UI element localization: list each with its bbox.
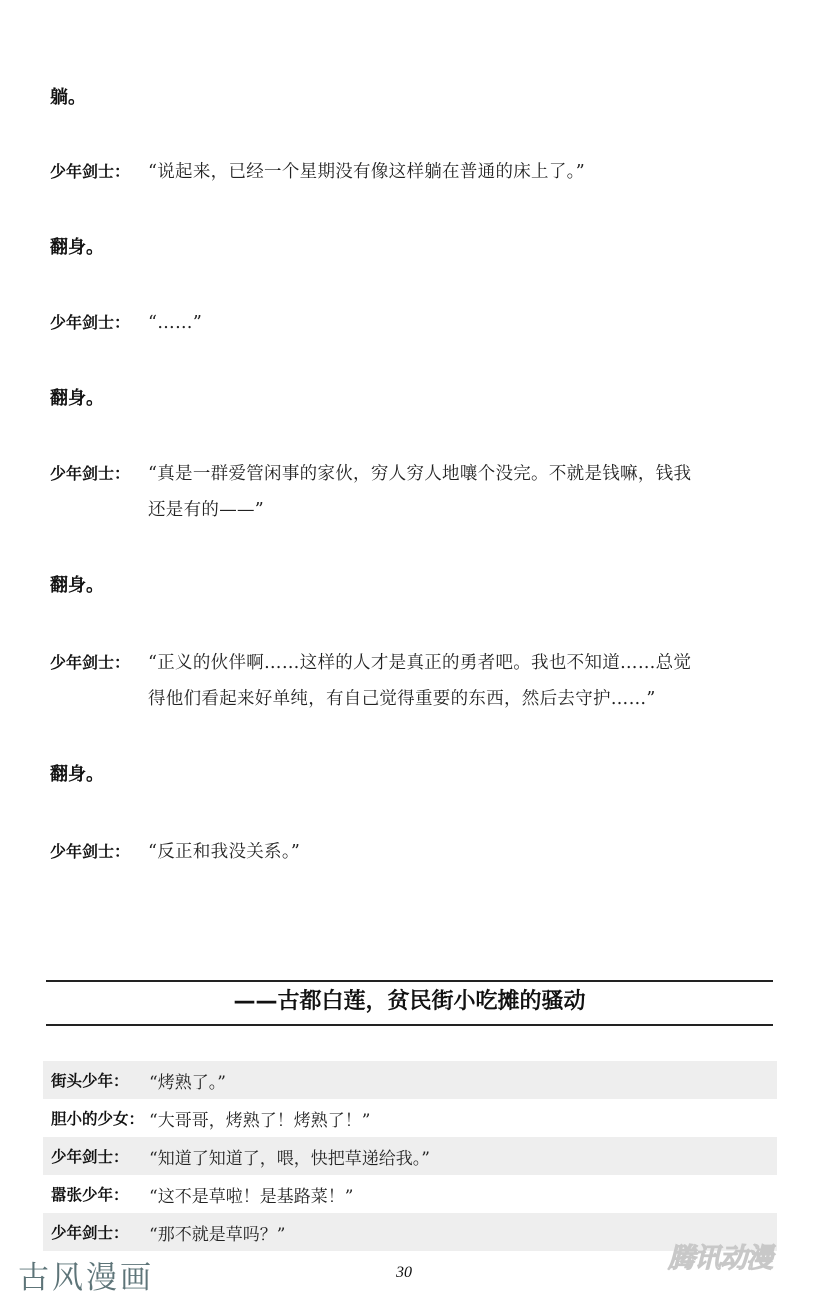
- speech-text: “烤熟了。”: [149, 1072, 226, 1093]
- section-rule-top: [46, 980, 773, 982]
- speech-text: “真是一群爱管闲事的家伙，穷人穷人地嚷个没完。不就是钱嘛，钱我 还是有的——”: [148, 464, 692, 520]
- speech-text: “正义的伙伴啊……这样的人才是真正的勇者吧。我也不知道……总觉 得他们看起来好单纯，有自己觉得重要的东西，然后去守护……”: [148, 653, 692, 709]
- stage-direction: 翻身。: [50, 575, 104, 596]
- site-logo: 古风漫画: [18, 1260, 154, 1296]
- speech-text: “……”: [148, 313, 203, 333]
- speech-text: “大哥哥，烤熟了！烤熟了！”: [149, 1110, 371, 1131]
- page-number: 30: [396, 1264, 412, 1281]
- speech-text: “这不是草啦！是基路菜！”: [149, 1186, 354, 1207]
- table-row: [43, 1099, 777, 1137]
- table-row: [43, 1137, 777, 1175]
- dialogue-table: [43, 1061, 777, 1251]
- table-row: [43, 1213, 777, 1251]
- speaker-label: 少年剑士：: [50, 313, 131, 332]
- table-row: [43, 1175, 777, 1213]
- speaker-label: 少年剑士：: [51, 1224, 129, 1242]
- speaker-label: 嚣张少年：: [51, 1186, 129, 1204]
- dialogue-line: [50, 464, 691, 520]
- stage-direction: 翻身。: [50, 237, 104, 258]
- dialogue-line: [50, 653, 691, 709]
- speaker-label: 少年剑士：: [51, 1148, 129, 1166]
- speech-text: “知道了知道了，喂，快把草递给我。”: [149, 1148, 430, 1169]
- speech-text: “说起来，已经一个星期没有像这样躺在普通的床上了。”: [148, 162, 585, 182]
- speaker-label: 少年剑士：: [50, 653, 131, 672]
- dialogue-line: [50, 842, 300, 862]
- dialogue-line: [50, 313, 202, 333]
- speaker-label: 少年剑士：: [50, 162, 131, 181]
- speaker-label: 少年剑士：: [50, 464, 131, 483]
- speaker-label: 街头少年：: [51, 1072, 129, 1090]
- section-rule-bottom: [46, 1024, 773, 1026]
- speech-text: “反正和我没关系。”: [148, 842, 301, 862]
- watermark-logo: 腾讯动漫: [668, 1243, 772, 1274]
- table-row: [43, 1061, 777, 1099]
- speech-text: “那不就是草吗？”: [149, 1224, 286, 1245]
- stage-direction: 翻身。: [50, 388, 104, 409]
- speaker-label: 少年剑士：: [50, 842, 131, 861]
- speaker-label: 胆小的少女：: [51, 1110, 145, 1128]
- stage-direction: 躺。: [50, 87, 86, 108]
- dialogue-line: [50, 162, 585, 182]
- stage-direction: 翻身。: [50, 764, 104, 785]
- section-title: ——古都白莲，贫民街小吃摊的骚动: [233, 989, 586, 1014]
